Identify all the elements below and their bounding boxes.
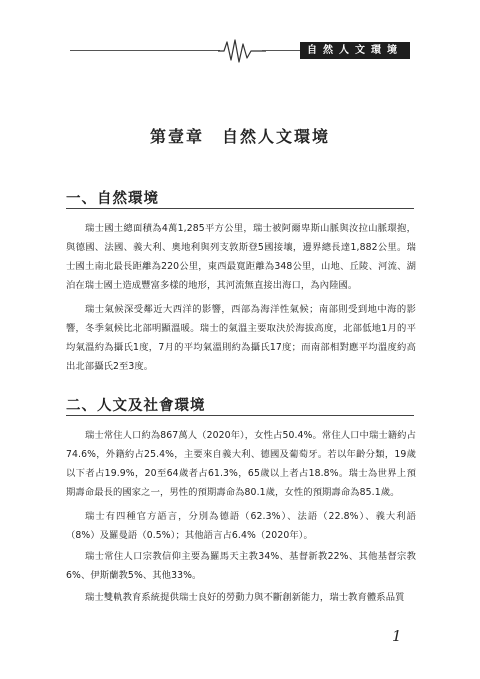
section-heading-natural-environment: 一、自然環境 <box>66 190 159 207</box>
paragraph: 瑞士有四種官方語言，分別為德語（62.3%）、法語（22.8%）、義大利語（8%）及羅曼語（0.5%）；其他語言占6.4%（2020年）。 <box>66 511 416 541</box>
running-title: 自然人文環境 <box>300 42 410 59</box>
section-rule <box>66 415 414 416</box>
running-header <box>0 36 480 66</box>
paragraph: 瑞士氣候深受鄰近大西洋的影響，西部為海洋性氣候；南部則受到地中海的影響，冬季氣候比北部明顯溫暖。瑞士的氣溫主要取決於海拔高度，北部低地1月的平均氣溫約為攝氏1度，7月的平均氣溫則約為攝氏17度；而南部相對應平均溫度約高出北部攝氏2至3度。 <box>66 304 416 372</box>
page-number: 1 <box>392 627 402 645</box>
section-heading-humanities-society: 二、人文及社會環境 <box>66 397 206 414</box>
paragraph: 瑞士國土總面積為4萬1,285平方公里，瑞士被阿爾卑斯山脈與汝拉山脈環抱，與德國、法國、義大利、奧地利與列支敦斯登5國接壤，邊界總長達1,882公里。瑞士國土南北最長距離為220公里，東西最寬距離為348公里，山地、丘陵、河流、湖泊在瑞士國土造成豐富多樣的地形，其河流無直接出海口，為內陸國。 <box>66 223 416 291</box>
paragraph: 瑞士雙軌教育系統提供瑞士良好的勞動力與不斷創新能力，瑞士教育體系品質 <box>85 592 405 603</box>
paragraph: 瑞士常住人口宗教信仰主要為羅馬天主教34%、基督新教22%、其他基督宗教6%、伊斯蘭教5%、其他33%。 <box>66 551 416 581</box>
chapter-title: 第壹章 自然人文環境 <box>149 127 330 146</box>
section-rule <box>66 208 414 209</box>
pulse-wave-icon <box>218 38 266 64</box>
paragraph: 瑞士常住人口約為867萬人（2020年），女性占50.4%。常住人口中瑞士籍約占74.6%，外籍約占25.4%，主要來自義大利、德國及葡萄牙。若以年齡分類，19歲以下者占19.9%，20至64歲者占61.3%，65歲以上者占18.8%。瑞士為世界上預期壽命最長的國家之一，男性的預期壽命為80.1歲，女性的預期壽命為85.1歲。 <box>66 430 416 498</box>
header-rule-left <box>70 50 220 51</box>
